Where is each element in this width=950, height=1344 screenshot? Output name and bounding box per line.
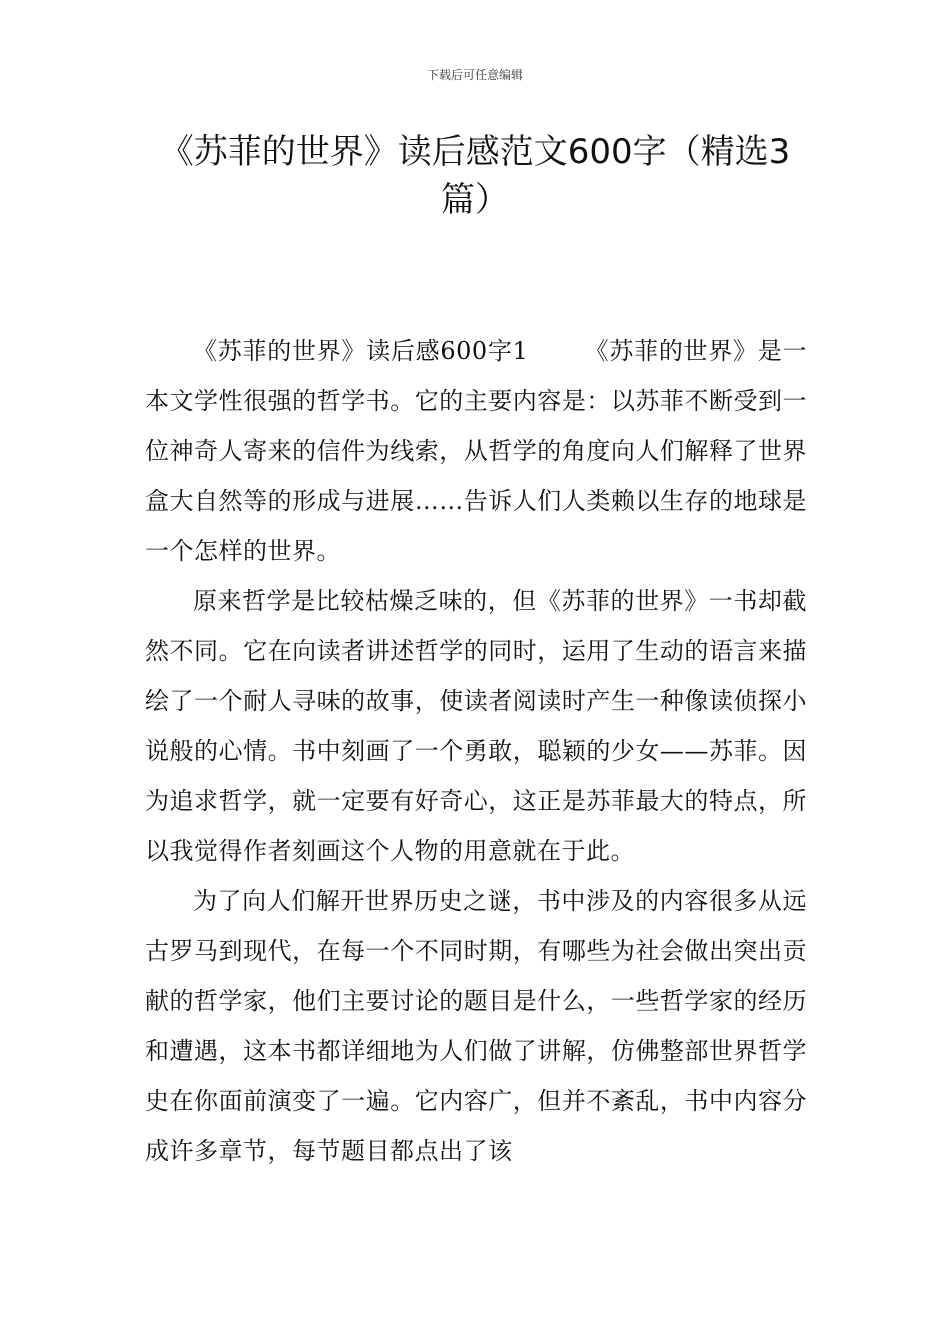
- paragraph-1-text: 《苏菲的世界》是一本文学性很强的哲学书。它的主要内容是：以苏菲不断受到一位神奇人寄来的信件为线索，从哲学的角度向人们解释了世界盒大自然等的形成与进展……告诉人们人类赖以生存的地球是一个怎样的世界。: [145, 337, 807, 565]
- document-body: [145, 326, 807, 1176]
- document-title: 《苏菲的世界》读后感范文600字（精选3篇）: [159, 132, 791, 220]
- header-note: 下载后可任意编辑: [426, 68, 523, 82]
- paragraph-1-lead: 《苏菲的世界》读后感600字1: [193, 337, 529, 365]
- paragraph-2: 原来哲学是比较枯燥乏味的，但《苏菲的世界》一书却截然不同。它在向读者讲述哲学的同时，运用了生动的语言来描绘了一个耐人寻味的故事，使读者阅读时产生一种像读侦探小说般的心情。书中刻画了一个勇敢，聪颖的少女——苏菲。因为追求哲学，就一定要有好奇心，这正是苏菲最大的特点，所以我觉得作者刻画这个人物的用意就在于此。: [145, 587, 807, 865]
- paragraph-1: [145, 326, 807, 576]
- paragraph-3: 为了向人们解开世界历史之谜，书中涉及的内容很多从远古罗马到现代，在每一个不同时期，有哪些为社会做出突出贡献的哲学家，他们主要讨论的题目是什么，一些哲学家的经历和遭遇，这本书都详细地为人们做了讲解，仿佛整部世界哲学史在你面前演变了一遍。它内容广，但并不紊乱，书中内容分成许多章节，每节题目都点出了该: [145, 887, 807, 1165]
